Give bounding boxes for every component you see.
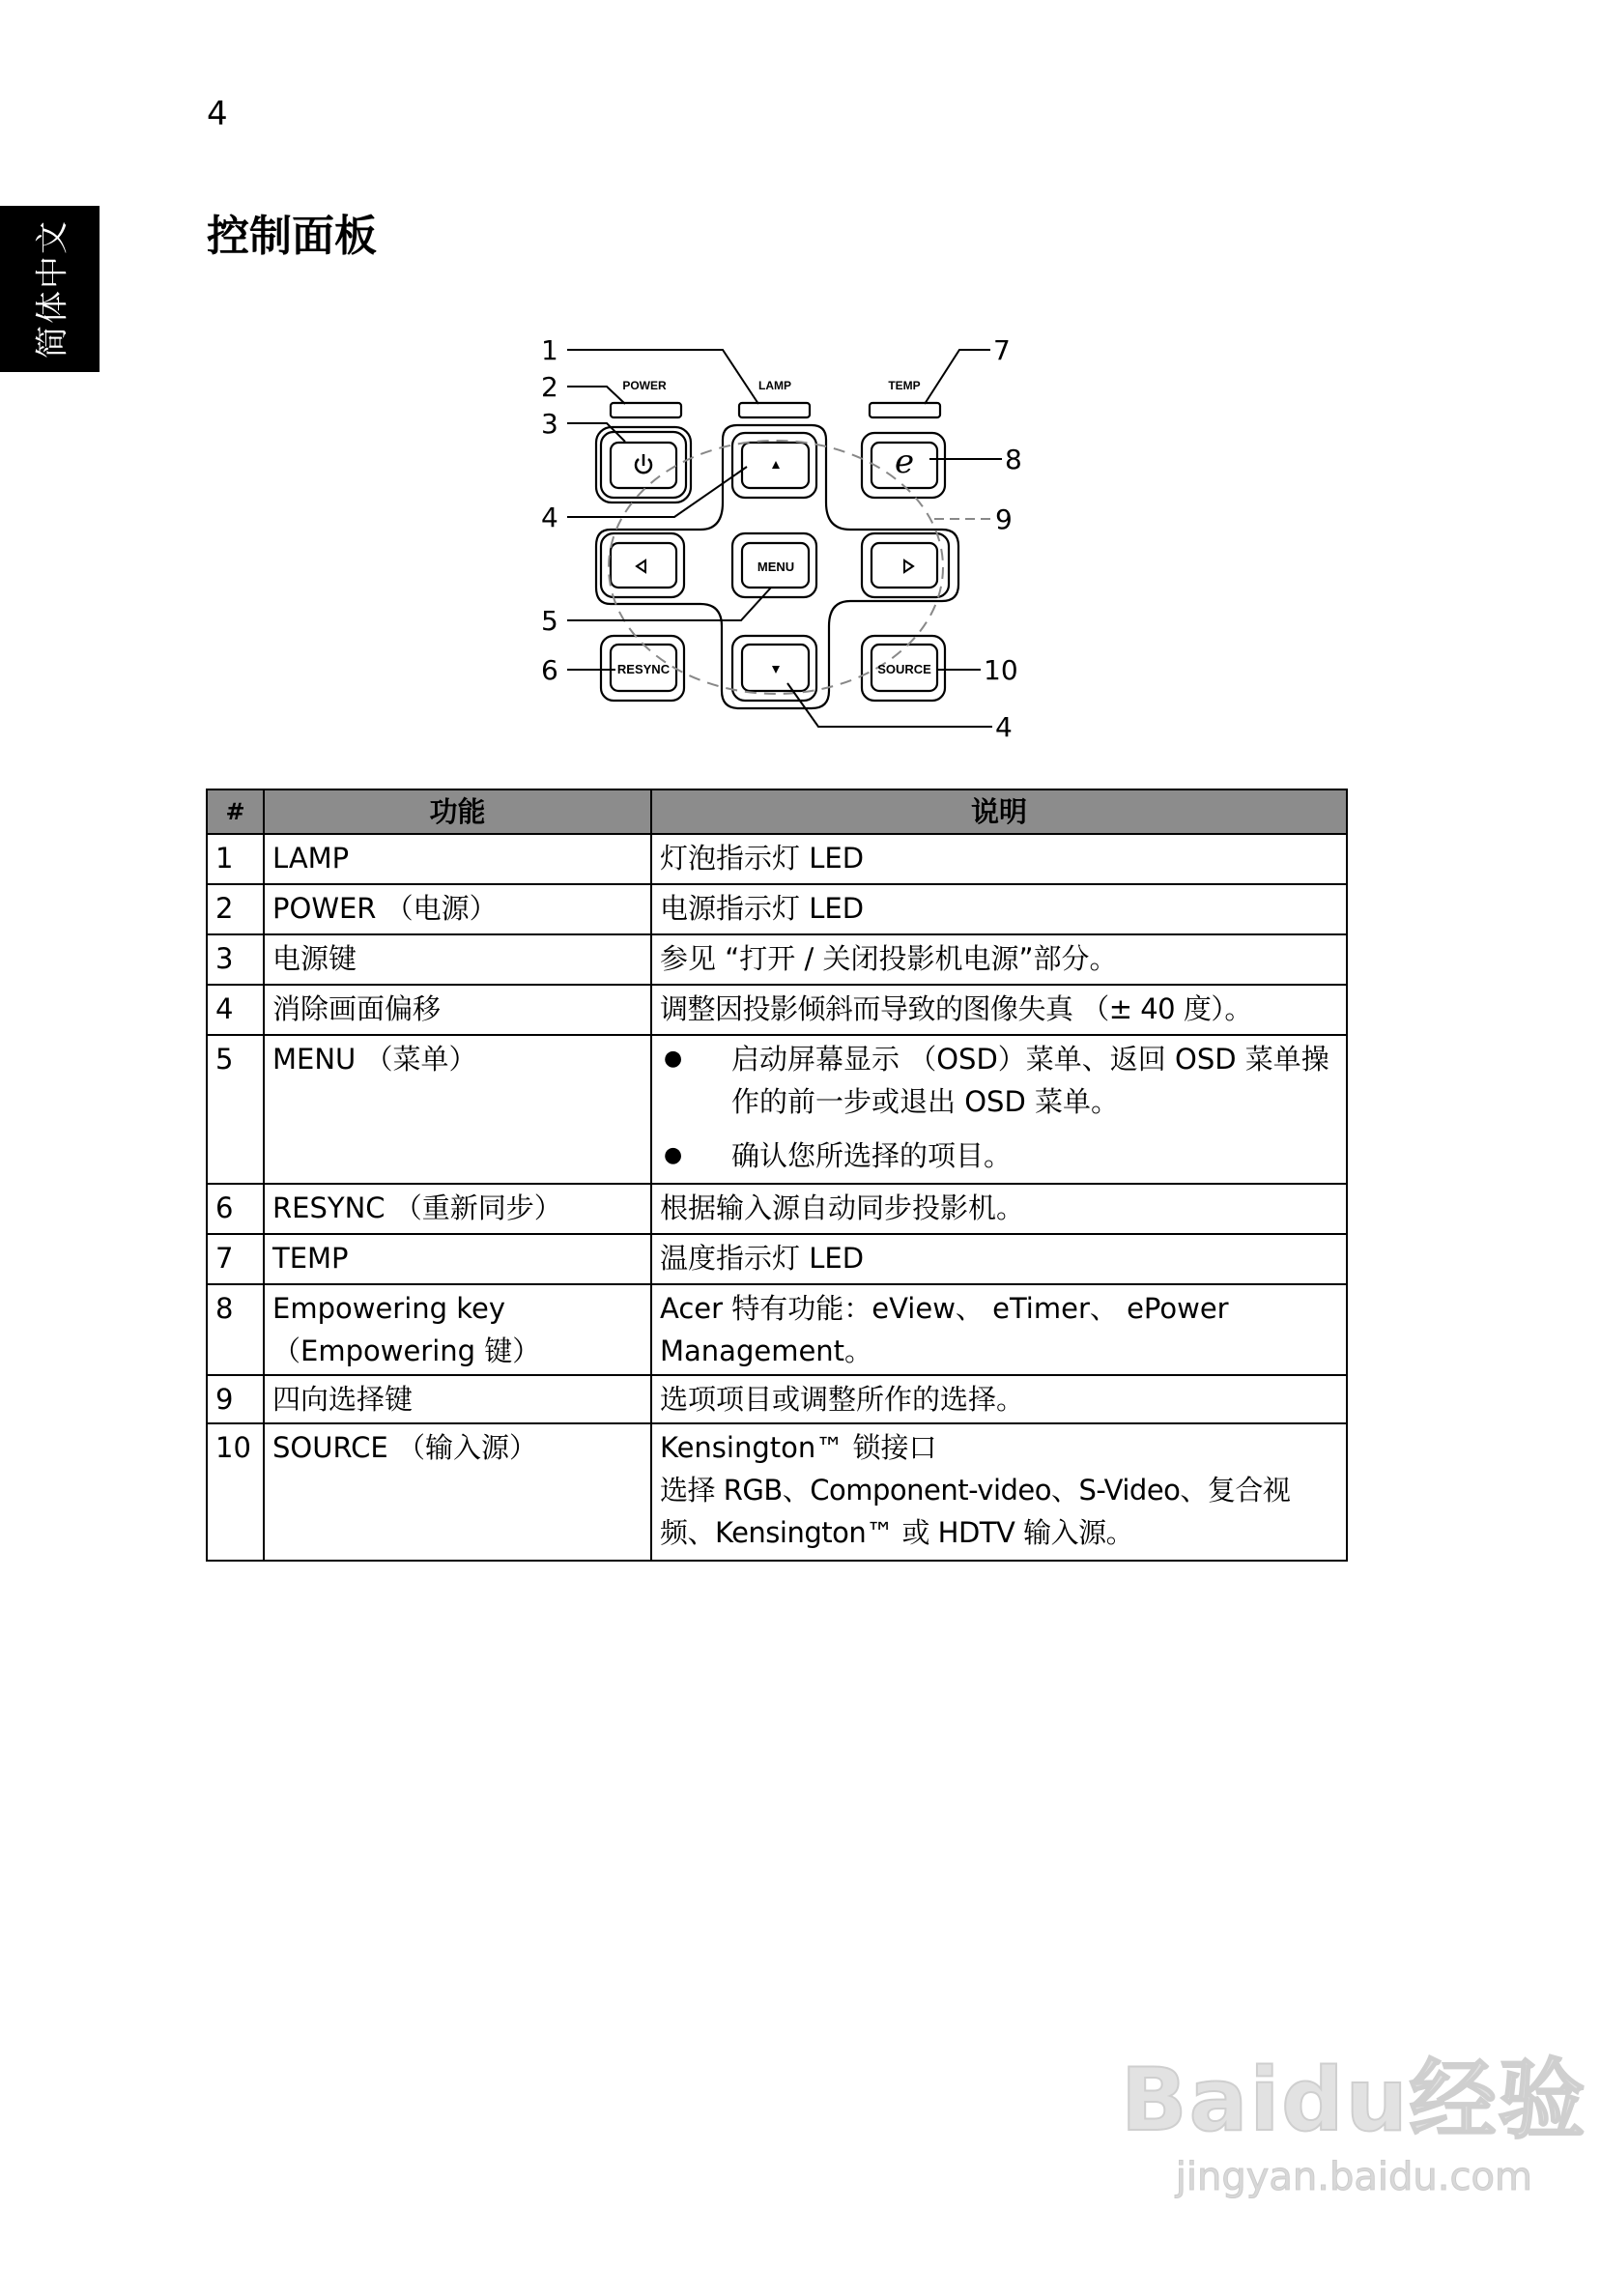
power-led bbox=[611, 403, 681, 417]
bullet-item bbox=[660, 1038, 1338, 1123]
row-description bbox=[651, 1035, 1347, 1184]
row-function: POWER （电源） bbox=[264, 884, 651, 934]
row-number: 5 bbox=[207, 1035, 264, 1184]
empowering-icon: e bbox=[894, 443, 915, 481]
lamp-led bbox=[739, 403, 810, 417]
temp-led bbox=[870, 403, 940, 417]
callout-10: 10 bbox=[984, 654, 1018, 686]
bullet-icon: ● bbox=[664, 1047, 683, 1071]
control-panel-diagram bbox=[522, 319, 1024, 744]
row-function: MENU （菜单） bbox=[264, 1035, 651, 1184]
row-description: 灯泡指示灯 LED bbox=[651, 834, 1347, 884]
table-row bbox=[207, 1234, 1347, 1284]
resync-button-label: RESYNC bbox=[616, 662, 671, 676]
baidu-watermark bbox=[1121, 2029, 1587, 2199]
row-description: 电源指示灯 LED bbox=[651, 884, 1347, 934]
callout-4-bottom: 4 bbox=[995, 711, 1013, 743]
bullet-text: 确认您所选择的项目。 bbox=[731, 1139, 1013, 1172]
callout-6: 6 bbox=[541, 654, 558, 686]
bullet-item bbox=[660, 1134, 1338, 1177]
menu-button-label: MENU bbox=[757, 560, 795, 574]
function-line: （Empowering 键） bbox=[272, 1335, 541, 1367]
table-row bbox=[207, 1184, 1347, 1234]
table-row bbox=[207, 884, 1347, 934]
power-led-label: POWER bbox=[622, 379, 667, 392]
language-tab-label: 简体中文 bbox=[33, 219, 72, 359]
row-number: 6 bbox=[207, 1184, 264, 1234]
row-function: LAMP bbox=[264, 834, 651, 884]
callout-1: 1 bbox=[541, 334, 558, 366]
row-function: 电源键 bbox=[264, 934, 651, 985]
control-panel-table bbox=[206, 789, 1348, 1562]
row-function: TEMP bbox=[264, 1234, 651, 1284]
watermark-logo: Baidu经验 bbox=[1121, 2050, 1587, 2151]
row-function bbox=[264, 1284, 651, 1375]
header-function: 功能 bbox=[264, 789, 651, 834]
row-number: 9 bbox=[207, 1375, 264, 1423]
table-row bbox=[207, 1035, 1347, 1184]
row-description: 根据输入源自动同步投影机。 bbox=[651, 1184, 1347, 1234]
left-button bbox=[601, 533, 684, 597]
row-function: 四向选择键 bbox=[264, 1375, 651, 1423]
right-arrow-icon bbox=[904, 560, 913, 572]
table-row bbox=[207, 1423, 1347, 1561]
callout-7: 7 bbox=[993, 334, 1011, 366]
header-number: # bbox=[207, 789, 264, 834]
callout-9: 9 bbox=[995, 503, 1013, 535]
row-function: SOURCE （输入源） bbox=[264, 1423, 651, 1561]
temp-led-label: TEMP bbox=[888, 379, 921, 392]
page-title: 控制面板 bbox=[207, 212, 377, 261]
lamp-led-label: LAMP bbox=[758, 379, 791, 392]
row-description bbox=[651, 1423, 1347, 1561]
description-line: 选择 RGB、Component-video、S-Video、复合视频、Kensington™ 或 HDTV 输入源。 bbox=[660, 1474, 1291, 1549]
function-line: Empowering key bbox=[272, 1292, 506, 1325]
row-function: 消除画面偏移 bbox=[264, 985, 651, 1035]
row-number: 8 bbox=[207, 1284, 264, 1375]
table-row bbox=[207, 934, 1347, 985]
callout-5: 5 bbox=[541, 605, 558, 637]
table-row bbox=[207, 1284, 1347, 1375]
row-number: 1 bbox=[207, 834, 264, 884]
watermark-url: jingyan.baidu.com bbox=[1175, 2155, 1532, 2199]
down-arrow-icon bbox=[772, 666, 780, 674]
table-row bbox=[207, 1375, 1347, 1423]
callout-2: 2 bbox=[541, 371, 558, 403]
row-description: Acer 特有功能：eView、 eTimer、 ePower Management。 bbox=[651, 1284, 1347, 1375]
row-description: 调整因投影倾斜而导致的图像失真 （± 40 度）。 bbox=[651, 985, 1347, 1035]
bullet-text: 启动屏幕显示 （OSD）菜单、返回 OSD 菜单操作的前一步或退出 OSD 菜单。 bbox=[731, 1043, 1329, 1118]
page-number: 4 bbox=[207, 95, 228, 133]
left-arrow-icon bbox=[637, 560, 645, 572]
row-number: 3 bbox=[207, 934, 264, 985]
description-line: Kensington™ 锁接口 bbox=[660, 1431, 937, 1464]
callout-4: 4 bbox=[541, 502, 558, 533]
row-function: RESYNC （重新同步） bbox=[264, 1184, 651, 1234]
table-row bbox=[207, 834, 1347, 884]
header-description: 说明 bbox=[651, 789, 1347, 834]
row-description: 选项项目或调整所作的选择。 bbox=[651, 1375, 1347, 1423]
bullet-icon: ● bbox=[664, 1143, 683, 1167]
row-number: 10 bbox=[207, 1423, 264, 1561]
up-arrow-icon bbox=[772, 461, 780, 469]
source-button-label: SOURCE bbox=[877, 662, 931, 676]
row-number: 2 bbox=[207, 884, 264, 934]
row-number: 4 bbox=[207, 985, 264, 1035]
row-description: 温度指示灯 LED bbox=[651, 1234, 1347, 1284]
callout-8: 8 bbox=[1005, 444, 1022, 475]
power-icon bbox=[636, 454, 651, 473]
callout-3: 3 bbox=[541, 408, 558, 440]
language-tab bbox=[0, 206, 100, 372]
table-header-row bbox=[207, 789, 1347, 834]
table-row bbox=[207, 985, 1347, 1035]
row-description: 参见 “打开 / 关闭投影机电源”部分。 bbox=[651, 934, 1347, 985]
row-number: 7 bbox=[207, 1234, 264, 1284]
